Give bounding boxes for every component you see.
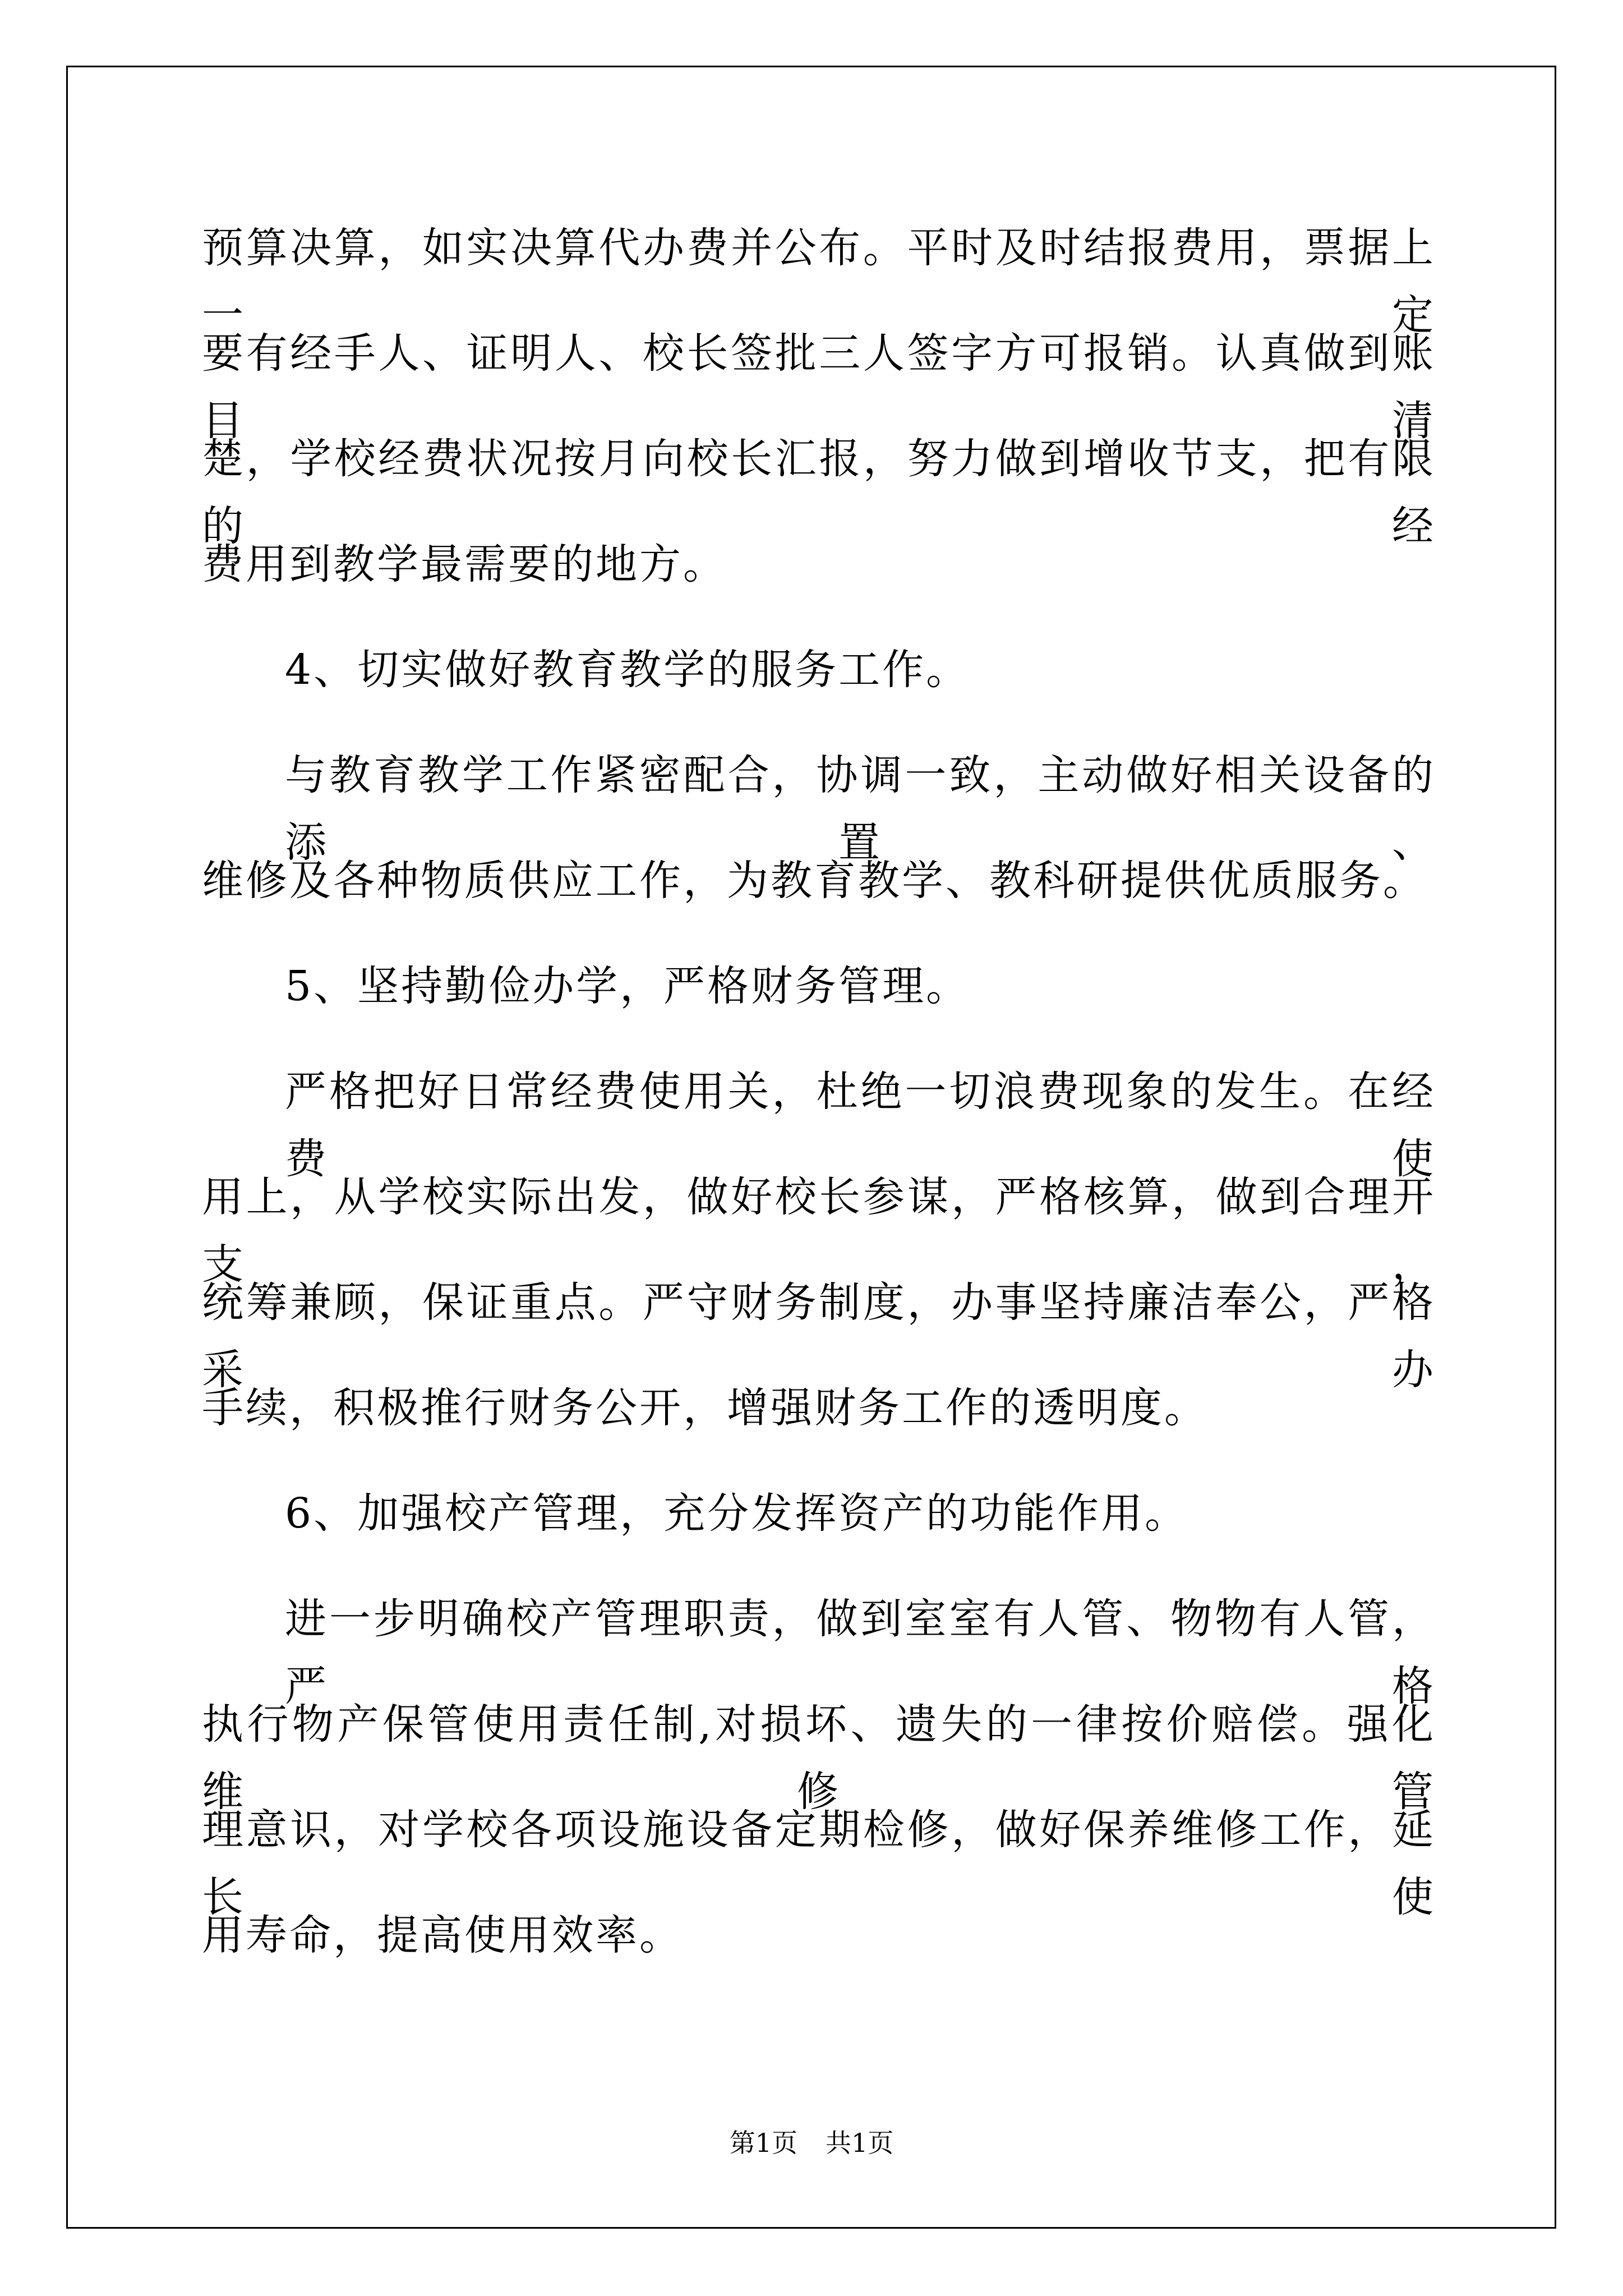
text-line: 预算决算，如实决算代办费并公布。平时及时结报费用，票据上一定: [202, 224, 1436, 339]
text-line: 手续，积极推行财务公开，增强财务工作的透明度。: [202, 1384, 1208, 1432]
page-footer: [0, 2126, 1623, 2160]
text-line: 楚，学校经费状况按月向校长汇报，努力做到增收节支，把有限的经: [202, 435, 1436, 550]
text-line: 维修及各种物质供应工作，为教育教学、教科研提供优质服务。: [202, 857, 1427, 905]
page-number: 第1页: [729, 2128, 797, 2158]
text-line: 用寿命，提高使用效率。: [202, 1911, 683, 1959]
text-line: 理意识，对学校各项设施设备定期检修，做好保养维修工作，延长使: [202, 1806, 1436, 1921]
text-line: 与教育教学工作紧密配合，协调一致，主动做好相关设备的添置、: [285, 751, 1436, 867]
text-line: 严格把好日常经费使用关，杜绝一切浪费现象的发生。在经费使: [285, 1068, 1436, 1183]
section-heading: 4、切实做好教育教学的服务工作。: [285, 646, 970, 694]
page-total: 共1页: [826, 2128, 894, 2158]
text-line: 统筹兼顾，保证重点。严守财务制度，办事坚持廉洁奉公，严格采办: [202, 1278, 1436, 1394]
text-line: 执行物产保管使用责任制,对损坏、遗失的一律按价赔偿。强化维修管: [202, 1700, 1436, 1816]
section-heading: 5、坚持勤俭办学，严格财务管理。: [285, 962, 970, 1010]
text-line: 用上，从学校实际出发，做好校长参谋，严格核算，做到合理开支，: [202, 1173, 1436, 1289]
text-line: 费用到教学最需要的地方。: [202, 540, 727, 588]
text-line: 进一步明确校产管理职责，做到室室有人管、物物有人管，严格: [285, 1595, 1436, 1710]
section-heading: 6、加强校产管理，充分发挥资产的功能作用。: [285, 1489, 1189, 1538]
text-line: 要有经手人、证明人、校长签批三人签字方可报销。认真做到账目清: [202, 329, 1436, 445]
